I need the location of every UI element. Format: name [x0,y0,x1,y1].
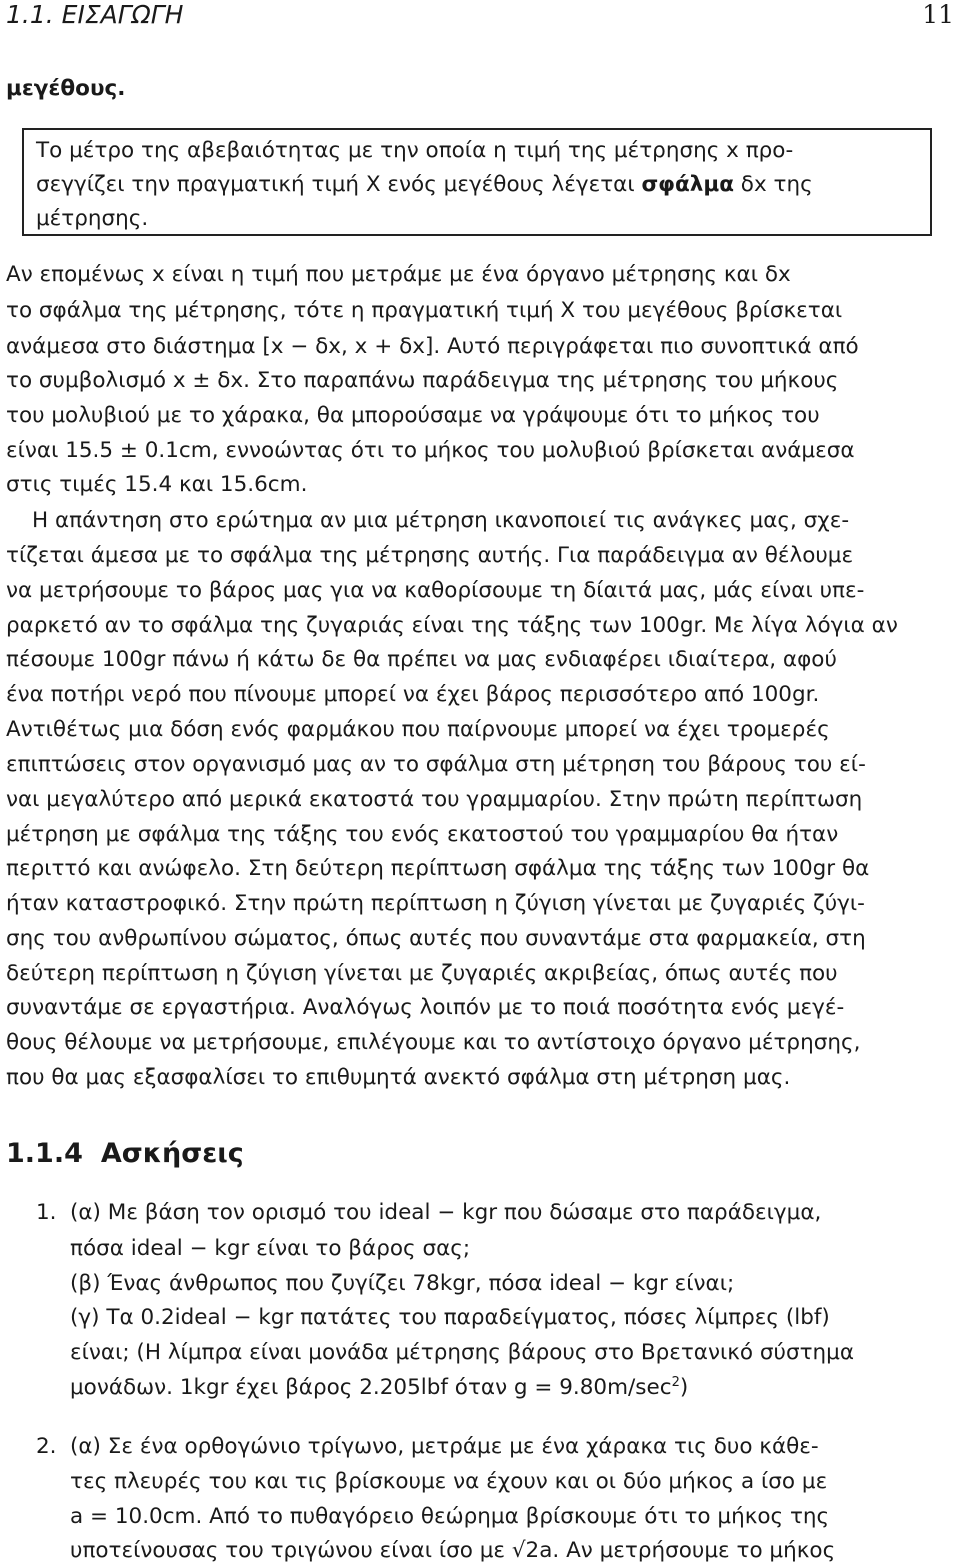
text-line: συναντάμε σε εργαστήρια. Αναλόγως λοιπόν με το ποιά ποσότητα ενός μεγέ- [6,995,845,1020]
superscript: 2 [671,1375,680,1390]
text-line: πέσουμε 100gr πάνω ή κάτω δε θα πρέπει να μας ενδιαφέρει ιδιαίτερα, αφού [6,647,837,672]
page-number: 11 [922,0,954,29]
running-header [6,0,954,30]
text-line: σης του ανθρωπίνου σώματος, όπως αυτές που συναντάμε στα φαρμακεία, στη [6,926,866,951]
exercise-line: πόσα ideal − kgr είναι το βάρος σας; [70,1236,471,1261]
text-line: επιπτώσεις στον οργανισμό μας αν το σφάλμα στη μέτρηση του βάρους του εί- [6,752,866,777]
definition-line-1: Το μέτρο της αβεβαιότητας με την οποία η τιμή της μέτρησης x προ- [36,138,794,163]
exercise-text: μονάδων. 1kgr έχει βάρος 2.205lbf όταν g = 9.80m/sec [70,1375,672,1401]
exercise-line [70,1375,688,1400]
text-line: δεύτερη περίπτωση η ζύγιση γίνεται με ζυγαριές ακριβείας, όπως αυτές που [6,961,838,986]
text-line: ανάμεσα στο διάστημα [x − δx, x + δx]. Αυτό περιγράφεται πιο συνοπτικά από [6,334,859,359]
text-line: περιττό και ανώφελο. Στη δεύτερη περίπτωση σφάλμα της τάξης των 100gr θα [6,856,870,881]
text-line: ήταν καταστροφικό. Στην πρώτη περίπτωση η ζύγιση γίνεται με ζυγαριές ζύγι- [6,891,865,916]
section-heading [6,1138,244,1169]
exercise-1-number: 1. [36,1200,57,1225]
section-title: Ασκήσεις [100,1138,244,1169]
definition-term: σφάλμα [641,172,734,197]
text-line: Αν επομένως x είναι η τιμή που μετράμε με ένα όργανο μέτρησης και δx [6,262,791,287]
definition-line-3: μέτρησης. [36,206,149,231]
definition-box [22,128,932,236]
text-line: Η απάντηση στο ερώτημα αν μια μέτρηση ικανοποιεί τις ανάγκες μας, σχε- [32,508,850,533]
text-line: το συμβολισμό x ± δx. Στο παραπάνω παράδειγμα της μέτρησης του μήκους [6,368,839,393]
section-header: 1.1. ΕΙΣΑΓΩΓΗ [6,0,184,29]
text-line: ένα ποτήρι νερό που πίνουμε μπορεί να έχει βάρος περισσότερο από 100gr. [6,682,820,707]
text-line: ναι μεγαλύτερο από μερικά εκατοστά του γραμμαρίου. Στην πρώτη περίπτωση [6,787,863,812]
text-line: να μετρήσουμε το βάρος μας για να καθορίσουμε τη δίαιτά μας, μάς είναι υπε- [6,578,865,603]
exercise-line: a = 10.0cm. Από το πυθαγόρειο θεώρημα βρίσκουμε ότι το μήκος της [70,1504,830,1529]
text-line: μέτρηση με σφάλμα της τάξης του ενός εκατοστού του γραμμαρίου θα ήταν [6,822,839,847]
text-line: είναι 15.5 ± 0.1cm, εννοώντας ότι το μήκος του μολυβιού βρίσκεται ανάμεσα [6,438,855,463]
text-line: το σφάλμα της μέτρησης, τότε η πραγματική τιμή X του μεγέθους βρίσκεται [6,298,843,323]
exercise-line: είναι; (Η λίμπρα είναι μονάδα μέτρησης βάρους στο Βρετανικό σύστημα [70,1340,855,1365]
text-line: θους θέλουμε να μετρήσουμε, επιλέγουμε και το αντίστοιχο όργανο μέτρησης, [6,1030,861,1055]
continued-word: μεγέθους. [6,76,126,101]
definition-text: σεγγίζει την πραγματική τιμή X ενός μεγέθους λέγεται [36,172,642,197]
definition-line-2 [36,172,813,197]
exercise-2-number: 2. [36,1434,57,1459]
exercise-line: (α) Με βάση τον ορισμό του ideal − kgr που δώσαμε στο παράδειγμα, [70,1200,822,1225]
exercise-line: (β) Ένας άνθρωπος που ζυγίζει 78kgr, πόσα ideal − kgr είναι; [70,1271,735,1296]
exercise-line: (γ) Τα 0.2ideal − kgr πατάτες του παραδείγματος, πόσες λίμπρες (lbf) [70,1305,830,1330]
text-line: που θα μας εξασφαλίσει το επιθυμητά ανεκτό σφάλμα στη μέτρηση μας. [6,1065,791,1090]
exercise-line: (α) Σε ένα ορθογώνιο τρίγωνο, μετράμε με ένα χάρακα τις δυο κάθε- [70,1434,819,1459]
exercise-line: τες πλευρές του και τις βρίσκουμε να έχουν και οι δύο μήκος a ίσο με [70,1469,828,1494]
text-line: του μολυβιού με το χάρακα, θα μπορούσαμε να γράψουμε ότι το μήκος του [6,403,820,428]
section-number: 1.1.4 [6,1138,83,1169]
text-line: τίζεται άμεσα με το σφάλμα της μέτρησης αυτής. Για παράδειγμα αν θέλουμε [6,543,854,568]
text-line: ραρκετό αν το σφάλμα της ζυγαριάς είναι της τάξης των 100gr. Με λίγα λόγια αν [6,613,898,638]
text-line: στις τιμές 15.4 και 15.6cm. [6,472,308,497]
definition-text-end: δx της [733,172,813,197]
exercise-line: υποτείνουσας του τριγώνου είναι ίσο με √2a. Αν μετρήσουμε το μήκος [70,1538,836,1563]
text-line: Αντιθέτως μια δόση ενός φαρμάκου που παίρνουμε μπορεί να έχει τρομερές [6,717,830,742]
closing-paren: ) [679,1375,689,1401]
